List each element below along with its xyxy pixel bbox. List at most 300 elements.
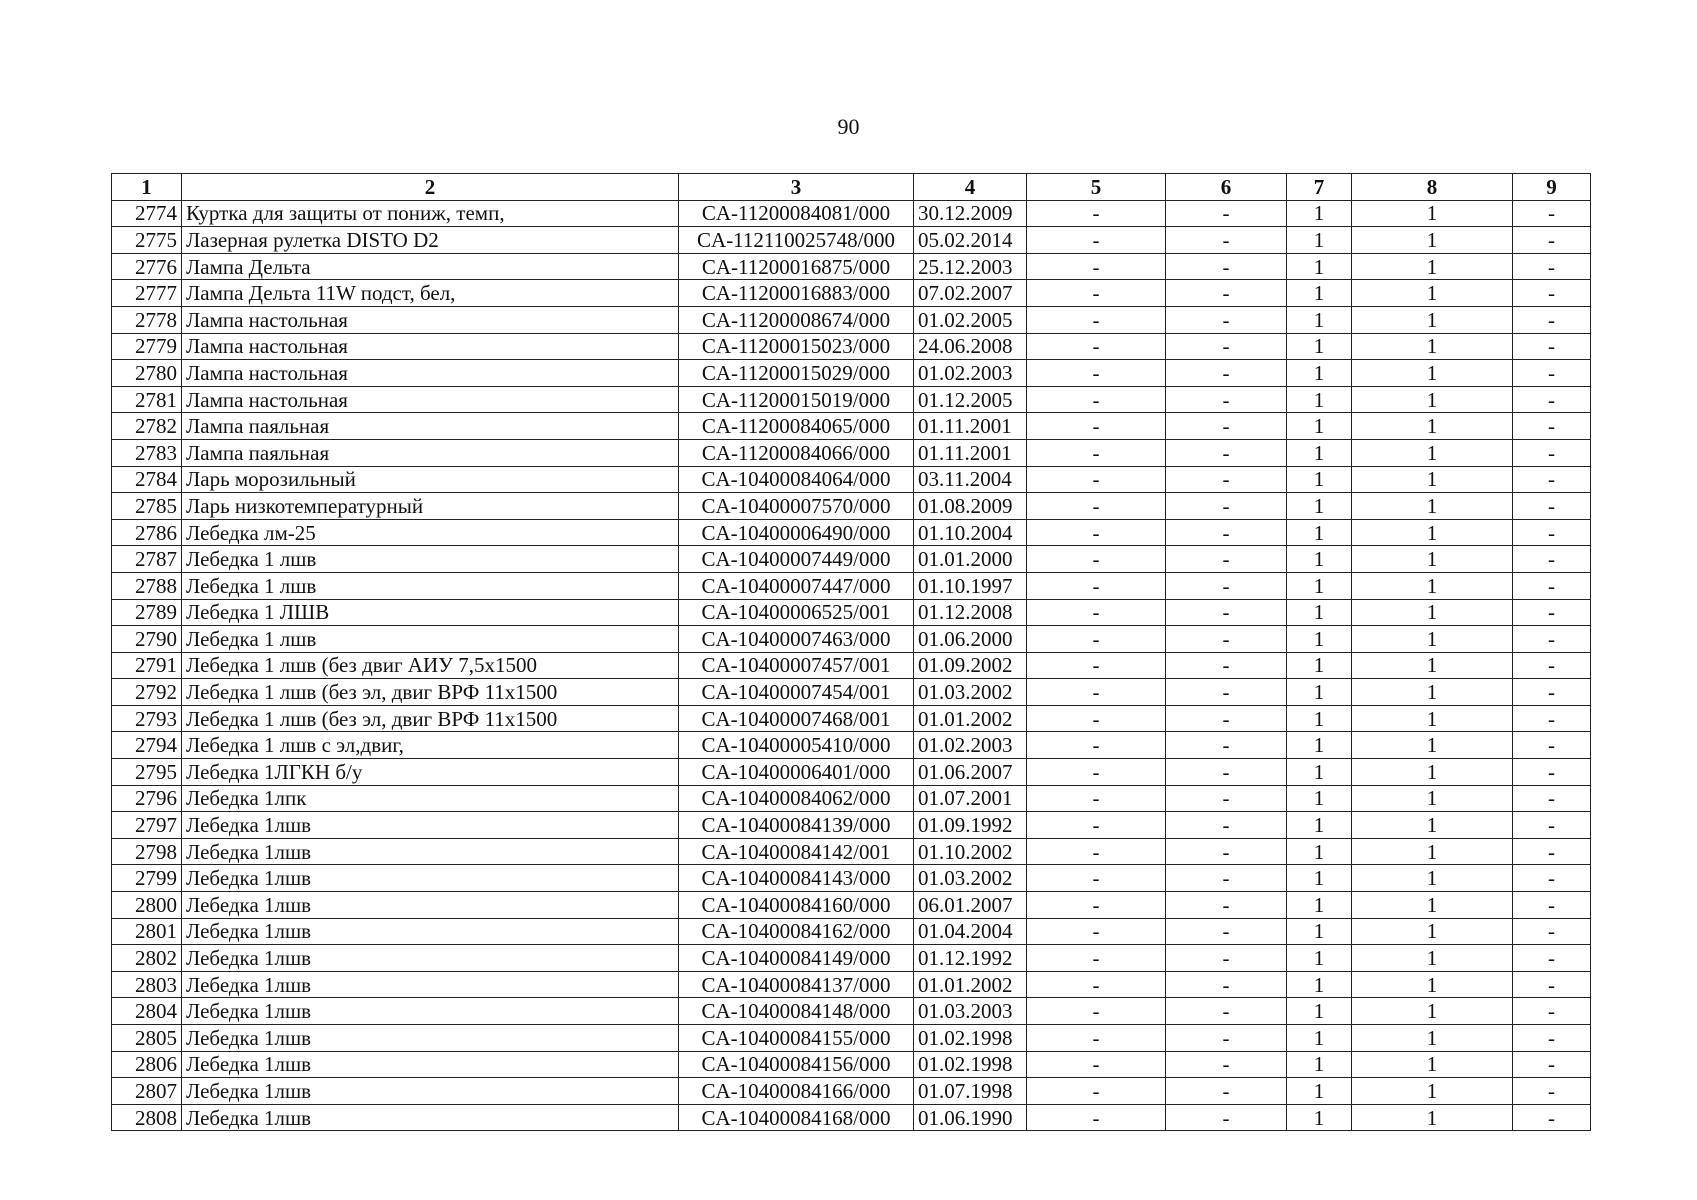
inventory-code-cell: CA-10400084062/000 [679,785,914,812]
col5-cell: - [1027,652,1166,679]
col6-cell: - [1166,626,1287,653]
inventory-code-cell: CA-10400084143/000 [679,865,914,892]
col7-cell: 1 [1287,759,1352,786]
column-header: 6 [1166,174,1287,201]
date-cell: 01.01.2002 [914,705,1027,732]
col6-cell: - [1166,253,1287,280]
col9-cell: - [1513,838,1591,865]
col9-cell: - [1513,227,1591,254]
row-number-cell: 2779 [112,333,182,360]
row-number-cell: 2807 [112,1078,182,1105]
col9-cell: - [1513,333,1591,360]
row-number-cell: 2790 [112,626,182,653]
row-number-cell: 2796 [112,785,182,812]
col9-cell: - [1513,1078,1591,1105]
row-number-cell: 2774 [112,200,182,227]
inventory-code-cell: CA-10400084064/000 [679,466,914,493]
item-name-cell: Лампа настольная [182,306,679,333]
col5-cell: - [1027,386,1166,413]
item-name-cell: Лебедка 1лшв [182,1104,679,1131]
col7-cell: 1 [1287,439,1352,466]
col9-cell: - [1513,945,1591,972]
date-cell: 01.03.2003 [914,998,1027,1025]
item-name-cell: Лебедка 1лшв [182,865,679,892]
date-cell: 01.03.2002 [914,865,1027,892]
item-name-cell: Лазерная рулетка DISTO D2 [182,227,679,254]
col6-cell: - [1166,1078,1287,1105]
table-body [112,200,1591,1131]
table-row [112,200,1591,227]
col7-cell: 1 [1287,652,1352,679]
col7-cell: 1 [1287,599,1352,626]
item-name-cell: Лебедка 1 лшв (без двиг АИУ 7,5х1500 [182,652,679,679]
item-name-cell: Лампа Дельта 11W подст, бел, [182,280,679,307]
col6-cell: - [1166,1025,1287,1052]
table-row [112,306,1591,333]
item-name-cell: Лебедка 1лшв [182,918,679,945]
date-cell: 01.04.2004 [914,918,1027,945]
col5-cell: - [1027,413,1166,440]
table-row [112,360,1591,387]
date-cell: 01.06.1990 [914,1104,1027,1131]
col5-cell: - [1027,280,1166,307]
inventory-code-cell: CA-11200084066/000 [679,439,914,466]
item-name-cell: Лампа паяльная [182,439,679,466]
col8-cell: 1 [1352,971,1513,998]
col7-cell: 1 [1287,785,1352,812]
col8-cell: 1 [1352,227,1513,254]
date-cell: 05.02.2014 [914,227,1027,254]
date-cell: 01.07.1998 [914,1078,1027,1105]
col5-cell: - [1027,1051,1166,1078]
col5-cell: - [1027,759,1166,786]
inventory-code-cell: CA-112110025748/000 [679,227,914,254]
inventory-code-cell: CA-11200084081/000 [679,200,914,227]
table-row [112,572,1591,599]
item-name-cell: Лебедка 1 лшв [182,572,679,599]
col6-cell: - [1166,200,1287,227]
inventory-code-cell: CA-10400007447/000 [679,572,914,599]
col5-cell: - [1027,626,1166,653]
col7-cell: 1 [1287,1078,1352,1105]
col6-cell: - [1166,732,1287,759]
row-number-cell: 2801 [112,918,182,945]
col8-cell: 1 [1352,652,1513,679]
row-number-cell: 2793 [112,705,182,732]
item-name-cell: Лебедка 1лшв [182,892,679,919]
col8-cell: 1 [1352,945,1513,972]
row-number-cell: 2789 [112,599,182,626]
col8-cell: 1 [1352,200,1513,227]
column-header: 7 [1287,174,1352,201]
col8-cell: 1 [1352,679,1513,706]
item-name-cell: Лебедка 1 лшв (без эл, двиг ВРФ 11х1500 [182,705,679,732]
date-cell: 01.02.1998 [914,1051,1027,1078]
col7-cell: 1 [1287,360,1352,387]
table-row [112,759,1591,786]
col8-cell: 1 [1352,705,1513,732]
table-row [112,1078,1591,1105]
item-name-cell: Лебедка 1лшв [182,1078,679,1105]
col9-cell: - [1513,1051,1591,1078]
table-row [112,413,1591,440]
col6-cell: - [1166,918,1287,945]
item-name-cell: Лебедка 1лшв [182,971,679,998]
col7-cell: 1 [1287,306,1352,333]
col7-cell: 1 [1287,679,1352,706]
col9-cell: - [1513,493,1591,520]
col7-cell: 1 [1287,971,1352,998]
col7-cell: 1 [1287,493,1352,520]
col6-cell: - [1166,360,1287,387]
col5-cell: - [1027,572,1166,599]
item-name-cell: Лебедка 1лшв [182,1051,679,1078]
inventory-code-cell: CA-10400084162/000 [679,918,914,945]
date-cell: 01.11.2001 [914,439,1027,466]
table-row [112,732,1591,759]
column-header: 3 [679,174,914,201]
item-name-cell: Лебедка 1лшв [182,838,679,865]
inventory-code-cell: CA-11200015029/000 [679,360,914,387]
col7-cell: 1 [1287,998,1352,1025]
col7-cell: 1 [1287,626,1352,653]
column-header: 9 [1513,174,1591,201]
row-number-cell: 2803 [112,971,182,998]
table-row [112,1104,1591,1131]
date-cell: 01.01.2002 [914,971,1027,998]
inventory-code-cell: CA-10400007463/000 [679,626,914,653]
row-number-cell: 2808 [112,1104,182,1131]
col6-cell: - [1166,1104,1287,1131]
col8-cell: 1 [1352,998,1513,1025]
col7-cell: 1 [1287,1025,1352,1052]
col9-cell: - [1513,200,1591,227]
inventory-code-cell: CA-10400007570/000 [679,493,914,520]
row-number-cell: 2794 [112,732,182,759]
col5-cell: - [1027,918,1166,945]
table-row [112,892,1591,919]
col5-cell: - [1027,998,1166,1025]
row-number-cell: 2800 [112,892,182,919]
row-number-cell: 2784 [112,466,182,493]
row-number-cell: 2806 [112,1051,182,1078]
inventory-code-cell: CA-10400006525/001 [679,599,914,626]
date-cell: 01.02.1998 [914,1025,1027,1052]
date-cell: 01.01.2000 [914,546,1027,573]
table-row [112,386,1591,413]
column-header: 8 [1352,174,1513,201]
col6-cell: - [1166,519,1287,546]
col5-cell: - [1027,945,1166,972]
date-cell: 24.06.2008 [914,333,1027,360]
col5-cell: - [1027,1104,1166,1131]
item-name-cell: Лампа настольная [182,360,679,387]
col6-cell: - [1166,892,1287,919]
table-row [112,945,1591,972]
col8-cell: 1 [1352,493,1513,520]
inventory-code-cell: CA-10400007454/001 [679,679,914,706]
item-name-cell: Лампа паяльная [182,413,679,440]
col9-cell: - [1513,626,1591,653]
col9-cell: - [1513,652,1591,679]
inventory-code-cell: CA-10400084139/000 [679,812,914,839]
table-row [112,253,1591,280]
item-name-cell: Лампа настольная [182,333,679,360]
inventory-code-cell: CA-11200084065/000 [679,413,914,440]
item-name-cell: Куртка для защиты от пониж, темп, [182,200,679,227]
col8-cell: 1 [1352,333,1513,360]
col7-cell: 1 [1287,572,1352,599]
table-row [112,812,1591,839]
col9-cell: - [1513,360,1591,387]
table-row [112,785,1591,812]
inventory-code-cell: CA-10400084148/000 [679,998,914,1025]
col8-cell: 1 [1352,1025,1513,1052]
col5-cell: - [1027,546,1166,573]
row-number-cell: 2799 [112,865,182,892]
row-number-cell: 2785 [112,493,182,520]
col9-cell: - [1513,466,1591,493]
date-cell: 01.09.2002 [914,652,1027,679]
row-number-cell: 2797 [112,812,182,839]
table-row [112,865,1591,892]
date-cell: 01.10.2004 [914,519,1027,546]
col5-cell: - [1027,785,1166,812]
col6-cell: - [1166,998,1287,1025]
col8-cell: 1 [1352,572,1513,599]
item-name-cell: Лебедка 1 лшв с эл,двиг, [182,732,679,759]
col7-cell: 1 [1287,227,1352,254]
inventory-code-cell: CA-10400084160/000 [679,892,914,919]
header-row [112,174,1591,201]
col5-cell: - [1027,892,1166,919]
column-header: 4 [914,174,1027,201]
col5-cell: - [1027,1025,1166,1052]
col9-cell: - [1513,280,1591,307]
col6-cell: - [1166,945,1287,972]
col8-cell: 1 [1352,360,1513,387]
item-name-cell: Лебедка 1лшв [182,812,679,839]
col7-cell: 1 [1287,1104,1352,1131]
col6-cell: - [1166,413,1287,440]
col9-cell: - [1513,918,1591,945]
item-name-cell: Лебедка 1лшв [182,998,679,1025]
table-row [112,679,1591,706]
date-cell: 01.06.2000 [914,626,1027,653]
col9-cell: - [1513,253,1591,280]
date-cell: 01.03.2002 [914,679,1027,706]
date-cell: 01.02.2003 [914,360,1027,387]
col6-cell: - [1166,386,1287,413]
col8-cell: 1 [1352,892,1513,919]
row-number-cell: 2780 [112,360,182,387]
col8-cell: 1 [1352,253,1513,280]
col6-cell: - [1166,652,1287,679]
col8-cell: 1 [1352,732,1513,759]
col9-cell: - [1513,413,1591,440]
row-number-cell: 2783 [112,439,182,466]
col6-cell: - [1166,785,1287,812]
col7-cell: 1 [1287,333,1352,360]
date-cell: 01.09.1992 [914,812,1027,839]
inventory-code-cell: CA-10400084137/000 [679,971,914,998]
col9-cell: - [1513,679,1591,706]
inventory-code-cell: CA-11200008674/000 [679,306,914,333]
col7-cell: 1 [1287,812,1352,839]
date-cell: 01.06.2007 [914,759,1027,786]
table-row [112,599,1591,626]
table-row [112,439,1591,466]
col5-cell: - [1027,519,1166,546]
table-row [112,466,1591,493]
inventory-code-cell: CA-10400006490/000 [679,519,914,546]
col5-cell: - [1027,865,1166,892]
table-row [112,971,1591,998]
col7-cell: 1 [1287,413,1352,440]
col7-cell: 1 [1287,546,1352,573]
date-cell: 01.11.2001 [914,413,1027,440]
col8-cell: 1 [1352,599,1513,626]
date-cell: 25.12.2003 [914,253,1027,280]
col8-cell: 1 [1352,1078,1513,1105]
row-number-cell: 2778 [112,306,182,333]
col9-cell: - [1513,732,1591,759]
inventory-code-cell: CA-11200016875/000 [679,253,914,280]
col9-cell: - [1513,1025,1591,1052]
col9-cell: - [1513,865,1591,892]
col6-cell: - [1166,572,1287,599]
col7-cell: 1 [1287,1051,1352,1078]
row-number-cell: 2781 [112,386,182,413]
col6-cell: - [1166,280,1287,307]
table-row [112,333,1591,360]
col9-cell: - [1513,546,1591,573]
col6-cell: - [1166,865,1287,892]
col9-cell: - [1513,572,1591,599]
col5-cell: - [1027,493,1166,520]
date-cell: 07.02.2007 [914,280,1027,307]
col7-cell: 1 [1287,466,1352,493]
table-row [112,705,1591,732]
column-header: 2 [182,174,679,201]
table-row [112,652,1591,679]
table-row [112,838,1591,865]
column-header: 1 [112,174,182,201]
col8-cell: 1 [1352,626,1513,653]
col7-cell: 1 [1287,519,1352,546]
table-row [112,546,1591,573]
col8-cell: 1 [1352,759,1513,786]
col6-cell: - [1166,306,1287,333]
col5-cell: - [1027,227,1166,254]
col5-cell: - [1027,679,1166,706]
col9-cell: - [1513,386,1591,413]
item-name-cell: Лебедка 1 лшв [182,626,679,653]
item-name-cell: Ларь морозильный [182,466,679,493]
date-cell: 01.12.2008 [914,599,1027,626]
table-row [112,1051,1591,1078]
col8-cell: 1 [1352,1104,1513,1131]
col5-cell: - [1027,812,1166,839]
row-number-cell: 2788 [112,572,182,599]
row-number-cell: 2775 [112,227,182,254]
col8-cell: 1 [1352,439,1513,466]
inventory-code-cell: CA-10400005410/000 [679,732,914,759]
col5-cell: - [1027,333,1166,360]
col8-cell: 1 [1352,306,1513,333]
row-number-cell: 2776 [112,253,182,280]
col7-cell: 1 [1287,865,1352,892]
row-number-cell: 2792 [112,679,182,706]
inventory-table [111,173,1591,1131]
col9-cell: - [1513,971,1591,998]
date-cell: 01.02.2005 [914,306,1027,333]
item-name-cell: Лебедка 1 лшв [182,546,679,573]
row-number-cell: 2795 [112,759,182,786]
date-cell: 01.07.2001 [914,785,1027,812]
item-name-cell: Лебедка 1ЛГКН б/у [182,759,679,786]
row-number-cell: 2804 [112,998,182,1025]
col8-cell: 1 [1352,546,1513,573]
row-number-cell: 2798 [112,838,182,865]
col9-cell: - [1513,785,1591,812]
col5-cell: - [1027,705,1166,732]
col6-cell: - [1166,971,1287,998]
col9-cell: - [1513,439,1591,466]
col6-cell: - [1166,439,1287,466]
col6-cell: - [1166,227,1287,254]
inventory-code-cell: CA-11200015023/000 [679,333,914,360]
col9-cell: - [1513,599,1591,626]
col5-cell: - [1027,1078,1166,1105]
col7-cell: 1 [1287,386,1352,413]
inventory-code-cell: CA-10400007468/001 [679,705,914,732]
date-cell: 01.12.1992 [914,945,1027,972]
col5-cell: - [1027,253,1166,280]
col9-cell: - [1513,998,1591,1025]
col5-cell: - [1027,466,1166,493]
inventory-code-cell: CA-10400007457/001 [679,652,914,679]
col7-cell: 1 [1287,705,1352,732]
col6-cell: - [1166,333,1287,360]
inventory-code-cell: CA-11200015019/000 [679,386,914,413]
col5-cell: - [1027,732,1166,759]
col8-cell: 1 [1352,812,1513,839]
inventory-code-cell: CA-10400084155/000 [679,1025,914,1052]
date-cell: 01.10.2002 [914,838,1027,865]
item-name-cell: Лебедка 1 лшв (без эл, двиг ВРФ 11х1500 [182,679,679,706]
item-name-cell: Лампа настольная [182,386,679,413]
col6-cell: - [1166,599,1287,626]
date-cell: 01.08.2009 [914,493,1027,520]
col8-cell: 1 [1352,838,1513,865]
row-number-cell: 2787 [112,546,182,573]
col6-cell: - [1166,812,1287,839]
col6-cell: - [1166,679,1287,706]
col9-cell: - [1513,759,1591,786]
col5-cell: - [1027,200,1166,227]
col9-cell: - [1513,705,1591,732]
table-row [112,519,1591,546]
date-cell: 03.11.2004 [914,466,1027,493]
col6-cell: - [1166,838,1287,865]
col9-cell: - [1513,519,1591,546]
item-name-cell: Лебедка 1лшв [182,945,679,972]
col8-cell: 1 [1352,785,1513,812]
item-name-cell: Лебедка 1 ЛШВ [182,599,679,626]
table-row [112,626,1591,653]
row-number-cell: 2791 [112,652,182,679]
